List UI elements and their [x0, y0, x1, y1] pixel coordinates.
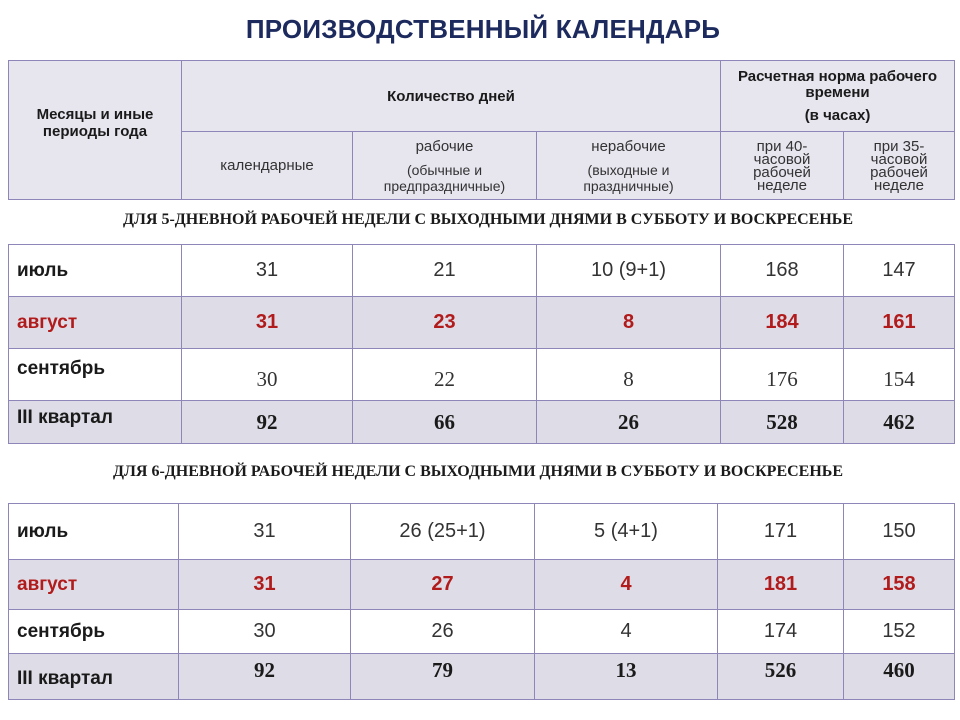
working-cell: 26 (25+1) [351, 504, 535, 560]
section-5day-title: ДЛЯ 5-ДНЕВНОЙ РАБОЧЕЙ НЕДЕЛИ С ВЫХОДНЫМИ ДНЯМИ В СУББОТУ И ВОСКРЕСЕНЬЕ [122, 211, 854, 228]
table-row-july [9, 245, 955, 297]
working-cell: 23 [353, 297, 537, 349]
hours-40-cell: 168 [721, 245, 844, 297]
months-header: Месяцы и иные периоды года [9, 61, 182, 200]
hours-35-cell: 152 [844, 610, 955, 654]
calendar-cell: 92 [182, 401, 353, 444]
nonworking-cell: 4 [535, 610, 718, 654]
nonworking-cell: 13 [535, 654, 718, 700]
month-cell: сентябрь [9, 349, 182, 401]
hours-40-cell: 171 [718, 504, 844, 560]
month-cell: сентябрь [9, 610, 179, 654]
hours-35-cell: 147 [844, 245, 955, 297]
month-cell: август [9, 297, 182, 349]
working-cell: 79 [351, 654, 535, 700]
working-cell: 66 [353, 401, 537, 444]
month-cell: июль [9, 504, 179, 560]
hours-35-cell: 154 [844, 349, 955, 401]
hours-35-cell: 460 [844, 654, 955, 700]
calendar-cell: 30 [179, 610, 351, 654]
working-cell: 26 [351, 610, 535, 654]
table-row-september [9, 610, 955, 654]
hours-40-header: при 40-часовой рабочей неделе [721, 132, 844, 200]
calendar-cell: 31 [179, 504, 351, 560]
month-cell: III квартал [9, 654, 179, 700]
month-cell: июль [9, 245, 182, 297]
table-row-august [9, 297, 955, 349]
table-row-quarter [9, 654, 955, 700]
table-row-quarter [9, 401, 955, 444]
nonworking-cell: 5 (4+1) [535, 504, 718, 560]
nonworking-cell: 4 [535, 560, 718, 610]
hours-40-cell: 528 [721, 401, 844, 444]
working-cell: 27 [351, 560, 535, 610]
table-6day [8, 503, 955, 700]
nonworking-cell: 10 (9+1) [537, 245, 721, 297]
hours-35-header: при 35-часовой рабочей неделе [844, 132, 955, 200]
nonworking-cell: 8 [537, 297, 721, 349]
section-6day-title: ДЛЯ 6-ДНЕВНОЙ РАБОЧЕЙ НЕДЕЛИ С ВЫХОДНЫМИ ДНЯМИ В СУББОТУ И ВОСКРЕСЕНЬЕ [112, 463, 844, 480]
month-cell: август [9, 560, 179, 610]
nonworking-cell: 8 [537, 349, 721, 401]
hours-35-cell: 158 [844, 560, 955, 610]
calendar-cell: 92 [179, 654, 351, 700]
hours-40-cell: 184 [721, 297, 844, 349]
calendar-cell: 31 [182, 245, 353, 297]
table-row-july [9, 504, 955, 560]
calendar-days-header: календарные [182, 132, 353, 200]
days-count-header: Количество дней [182, 61, 721, 132]
hours-35-cell: 161 [844, 297, 955, 349]
hours-35-cell: 150 [844, 504, 955, 560]
nonworking-cell: 26 [537, 401, 721, 444]
working-cell: 21 [353, 245, 537, 297]
calendar-cell: 31 [179, 560, 351, 610]
working-days-header: рабочие (обычные и предпраздничные) [353, 132, 537, 200]
nonworking-days-header: нерабочие (выходные и праздничные) [537, 132, 721, 200]
hours-40-cell: 176 [721, 349, 844, 401]
hours-40-cell: 526 [718, 654, 844, 700]
hours-40-cell: 181 [718, 560, 844, 610]
hours-40-cell: 174 [718, 610, 844, 654]
working-cell: 22 [353, 349, 537, 401]
table-row-august [9, 560, 955, 610]
table-5day [8, 244, 955, 444]
hours-35-cell: 462 [844, 401, 955, 444]
table-row-september [9, 349, 955, 401]
calendar-cell: 31 [182, 297, 353, 349]
norm-header: Расчетная норма рабочего времени (в часах) [721, 61, 955, 132]
header-table [8, 60, 955, 200]
page-title: ПРОИЗВОДСТВЕННЫЙ КАЛЕНДАРЬ [245, 14, 721, 44]
month-cell: III квартал [9, 401, 182, 444]
calendar-cell: 30 [182, 349, 353, 401]
